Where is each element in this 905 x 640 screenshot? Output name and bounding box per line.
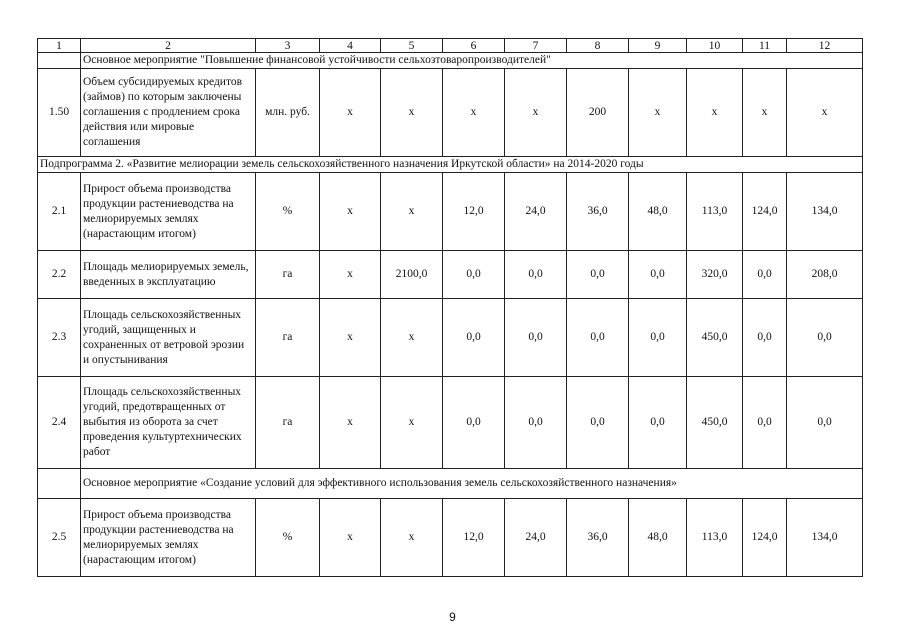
value-cell: 24,0 <box>505 173 567 251</box>
row-number: 1.50 <box>38 69 81 157</box>
value-cell: х <box>320 69 381 157</box>
value-cell: 0,0 <box>567 377 629 469</box>
header-cell: 1 <box>38 39 81 53</box>
value-cell: 113,0 <box>687 499 743 577</box>
value-cell: х <box>320 173 381 251</box>
header-cell: 2 <box>81 39 256 53</box>
value-cell: 0,0 <box>629 251 687 299</box>
subprogram-row <box>38 157 863 173</box>
row-number: 2.3 <box>38 299 81 377</box>
row-number: 2.4 <box>38 377 81 469</box>
value-cell: 134,0 <box>787 499 863 577</box>
header-cell: 4 <box>320 39 381 53</box>
value-cell: 113,0 <box>687 173 743 251</box>
header-cell: 12 <box>787 39 863 53</box>
unit-cell: % <box>256 173 320 251</box>
header-cell: 8 <box>567 39 629 53</box>
indicator-name: Прирост объема производства продукции растениеводства на мелиорируемых землях (нарастающим итогом) <box>81 499 256 577</box>
value-cell: 0,0 <box>629 299 687 377</box>
value-cell: 124,0 <box>743 499 787 577</box>
value-cell: 12,0 <box>443 173 505 251</box>
value-cell: 208,0 <box>787 251 863 299</box>
unit-cell: га <box>256 377 320 469</box>
value-cell: 36,0 <box>567 173 629 251</box>
page-number: 9 <box>449 610 456 624</box>
value-cell: х <box>629 69 687 157</box>
unit-cell: млн. руб. <box>256 69 320 157</box>
value-cell: 24,0 <box>505 499 567 577</box>
value-cell: 450,0 <box>687 377 743 469</box>
value-cell: х <box>320 251 381 299</box>
value-cell: 0,0 <box>787 299 863 377</box>
unit-cell: га <box>256 299 320 377</box>
value-cell: 12,0 <box>443 499 505 577</box>
value-cell: х <box>320 499 381 577</box>
indicator-name: Объем субсидируемых кредитов (займов) по которым заключены соглашения с продлением срока действия или мировые соглашения <box>81 69 256 157</box>
value-cell: х <box>787 69 863 157</box>
value-cell: 0,0 <box>567 299 629 377</box>
value-cell: 0,0 <box>743 299 787 377</box>
value-cell: 36,0 <box>567 499 629 577</box>
table-row <box>38 499 863 577</box>
value-cell: 134,0 <box>787 173 863 251</box>
row-number: 2.1 <box>38 173 81 251</box>
value-cell: х <box>743 69 787 157</box>
indicator-name: Площадь сельскохозяйственных угодий, предотвращенных от выбытия из оборота за счет проведения культуртехнических работ <box>81 377 256 469</box>
indicator-name: Прирост объема производства продукции растениеводства на мелиорируемых землях (нарастающим итогом) <box>81 173 256 251</box>
value-cell: 48,0 <box>629 499 687 577</box>
header-cell: 3 <box>256 39 320 53</box>
header-cell: 6 <box>443 39 505 53</box>
value-cell: х <box>320 299 381 377</box>
value-cell: 200 <box>567 69 629 157</box>
value-cell: 2100,0 <box>381 251 443 299</box>
value-cell: 0,0 <box>629 377 687 469</box>
section-num-cell <box>38 469 81 499</box>
value-cell: 0,0 <box>743 251 787 299</box>
header-cell: 11 <box>743 39 787 53</box>
value-cell: 0,0 <box>505 377 567 469</box>
indicator-name: Площадь сельскохозяйственных угодий, защищенных и сохраненных от ветровой эрозии и опустынивания <box>81 299 256 377</box>
table-row <box>38 173 863 251</box>
value-cell: х <box>687 69 743 157</box>
indicators-table <box>37 38 863 577</box>
value-cell: 0,0 <box>743 377 787 469</box>
table-row <box>38 299 863 377</box>
value-cell: 0,0 <box>567 251 629 299</box>
value-cell: х <box>381 499 443 577</box>
value-cell: х <box>381 299 443 377</box>
section-num-cell <box>38 53 81 69</box>
subprogram-title: Подпрограмма 2. «Развитие мелиорации земель сельскохозяйственного назначения Иркутской области» на 2014-2020 годы <box>38 157 863 173</box>
value-cell: 320,0 <box>687 251 743 299</box>
section-title: Основное мероприятие «Создание условий для эффективного использования земель сельскохозяйственного назначения» <box>81 469 863 499</box>
table-row <box>38 69 863 157</box>
value-cell: х <box>443 69 505 157</box>
value-cell: х <box>320 377 381 469</box>
value-cell: 0,0 <box>443 377 505 469</box>
header-cell: 10 <box>687 39 743 53</box>
row-number: 2.5 <box>38 499 81 577</box>
value-cell: 48,0 <box>629 173 687 251</box>
header-cell: 7 <box>505 39 567 53</box>
section-row <box>38 469 863 499</box>
value-cell: 0,0 <box>505 299 567 377</box>
row-number: 2.2 <box>38 251 81 299</box>
indicator-name: Площадь мелиорируемых земель, введенных в эксплуатацию <box>81 251 256 299</box>
column-number-row <box>38 39 863 53</box>
value-cell: х <box>381 69 443 157</box>
value-cell: 124,0 <box>743 173 787 251</box>
table-row <box>38 377 863 469</box>
value-cell: х <box>505 69 567 157</box>
value-cell: 0,0 <box>505 251 567 299</box>
header-cell: 5 <box>381 39 443 53</box>
value-cell: 450,0 <box>687 299 743 377</box>
value-cell: х <box>381 173 443 251</box>
unit-cell: га <box>256 251 320 299</box>
section-row <box>38 53 863 69</box>
value-cell: 0,0 <box>443 299 505 377</box>
value-cell: х <box>381 377 443 469</box>
header-cell: 9 <box>629 39 687 53</box>
table-row <box>38 251 863 299</box>
value-cell: 0,0 <box>787 377 863 469</box>
value-cell: 0,0 <box>443 251 505 299</box>
unit-cell: % <box>256 499 320 577</box>
section-title: Основное мероприятие "Повышение финансовой устойчивости сельхозтоваропроизводителей" <box>81 53 863 69</box>
